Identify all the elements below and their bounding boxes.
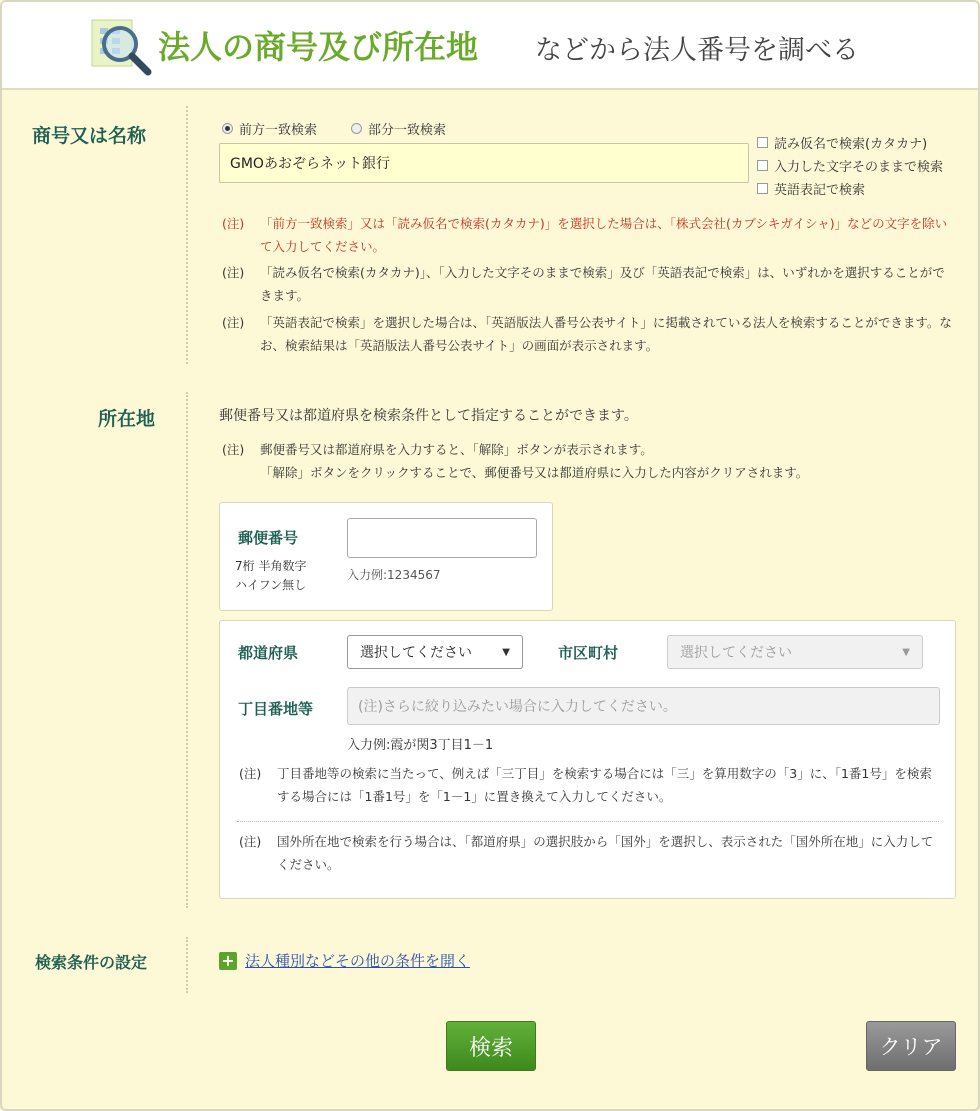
- radio-dot[interactable]: [351, 123, 362, 134]
- plus-icon[interactable]: +: [219, 952, 237, 970]
- page-title: 法人の商号及び所在地: [158, 28, 479, 66]
- prefecture-select[interactable]: 選択してください ▼: [347, 635, 523, 669]
- note-overseas-address: (注) 国外所在地で検索を行う場合は、「都道府県」の選択肢から「国外」を選択し、表示された「国外所在地」に入力してください。: [239, 834, 934, 872]
- city-select[interactable]: 選択してください ▼: [667, 635, 923, 669]
- note-address-format: (注) 丁目番地等の検索に当たって、例えば「三丁目」を検索する場合には「三」を算用数字の「3」に、「1番1号」を検索する場合には「1番1号」を「1－1」に置き換えて入力してください。: [239, 766, 932, 804]
- dropdown-arrow-icon: ▼: [902, 646, 910, 658]
- radio-label: 前方一致検索: [239, 123, 318, 138]
- checkbox-label: 読み仮名で検索(カタカナ): [774, 137, 928, 152]
- address-input[interactable]: (注)さらに絞り込みたい場合に入力してください。: [347, 687, 940, 725]
- prefecture-label: 都道府県: [238, 644, 299, 662]
- section-label-location: 所在地: [98, 408, 156, 430]
- section-divider: [186, 392, 188, 908]
- checkbox-english-search[interactable]: [757, 179, 865, 198]
- zip-hint-digits: 7桁 半角数字: [235, 559, 307, 573]
- section-label-name: 商号又は名称: [32, 125, 147, 147]
- search-button[interactable]: 検索: [446, 1021, 536, 1071]
- note-prefix-search: (注) 「前方一致検索」又は「読み仮名で検索(カタカナ)」を選択した場合は、「株式会社(カブシキガイシャ)」などの文字を除いて入力してください。: [222, 216, 948, 254]
- address-label: 丁目番地等: [238, 700, 314, 718]
- note-english-search: (注) 「英語表記で検索」を選択した場合は、「英語版法人番号公表サイト」に掲載されている法人を検索することができます。なお、検索結果は「英語版法人番号公表サイト」の画面が表示されます。: [222, 315, 952, 353]
- section-label-conditions: 検索条件の設定: [35, 953, 148, 972]
- checkbox-box[interactable]: [757, 160, 768, 171]
- page-subtitle: などから法人番号を調べる: [535, 35, 859, 66]
- note-divider: [237, 821, 939, 822]
- radio-prefix-match[interactable]: [222, 119, 317, 138]
- checkbox-label: 入力した文字そのままで検索: [774, 160, 944, 175]
- clear-button[interactable]: クリア: [866, 1021, 956, 1071]
- company-name-input[interactable]: [219, 143, 749, 183]
- radio-dot[interactable]: [222, 123, 233, 134]
- zip-label: 郵便番号: [238, 529, 299, 547]
- building-magnifier-icon: [86, 16, 158, 76]
- checkbox-box[interactable]: [757, 137, 768, 148]
- checkbox-exact-search[interactable]: [757, 156, 943, 175]
- zip-input[interactable]: [347, 518, 537, 558]
- city-label: 市区町村: [558, 644, 619, 662]
- section-divider: [186, 106, 188, 364]
- checkbox-kana-search[interactable]: [757, 133, 927, 152]
- radio-partial-match[interactable]: [351, 119, 446, 138]
- checkbox-label: 英語表記で検索: [774, 183, 866, 198]
- section-divider: [186, 937, 188, 993]
- radio-label: 部分一致検索: [368, 123, 447, 138]
- checkbox-box[interactable]: [757, 183, 768, 194]
- page-header: [2, 2, 978, 90]
- zip-example: 入力例:1234567: [347, 568, 441, 582]
- note-zip-clear: (注) 郵便番号又は都道府県を入力すると、「解除」ボタンが表示されます。 「解除」ボタンをクリックすることで、郵便番号又は都道府県に入力した内容がクリアされます。: [222, 442, 809, 480]
- address-example: 入力例:霞が関3丁目1－1: [347, 738, 494, 753]
- dropdown-arrow-icon: ▼: [502, 646, 510, 658]
- location-intro: 郵便番号又は都道府県を検索条件として指定することができます。: [219, 408, 638, 424]
- note-select-one: (注) 「読み仮名で検索(カタカナ)」、「入力した文字そのままで検索」及び「英語表記で検索」は、いずれかを選択することができます。: [222, 265, 945, 303]
- zip-hint-no-hyphen: ハイフン無し: [235, 578, 307, 592]
- open-conditions-link[interactable]: 法人種別などその他の条件を開く: [245, 952, 471, 970]
